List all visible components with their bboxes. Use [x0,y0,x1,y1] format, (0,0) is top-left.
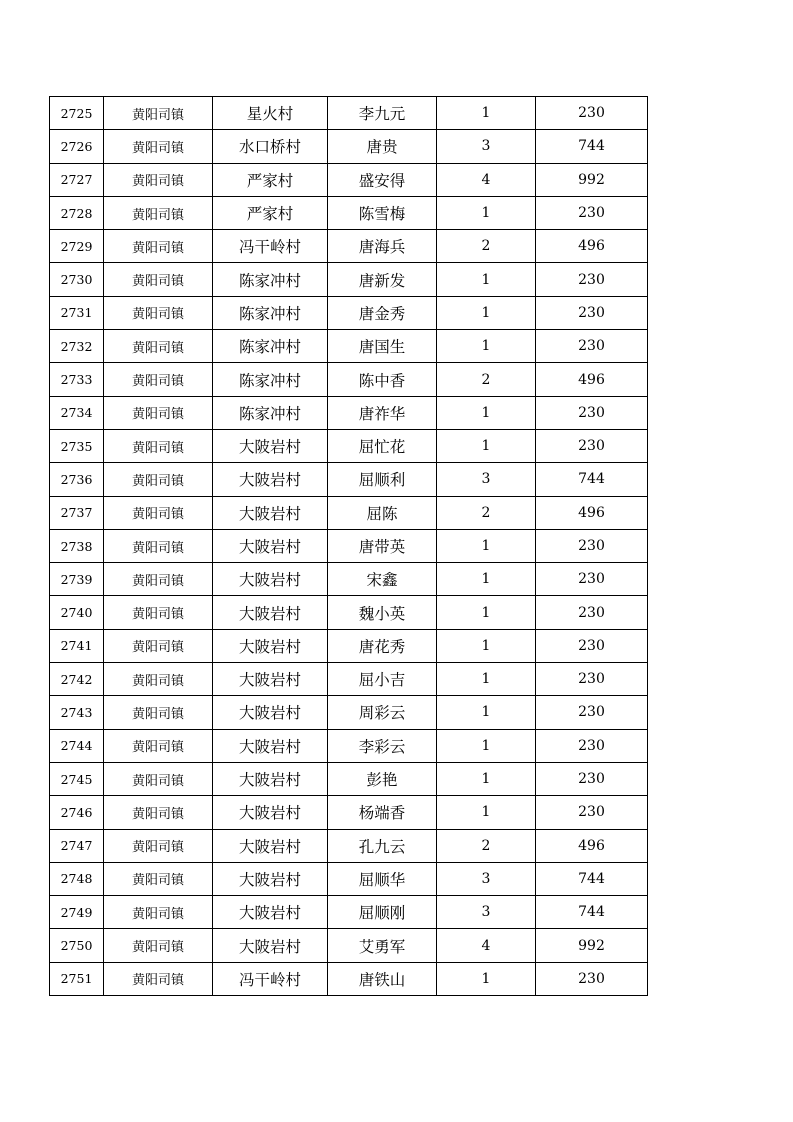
cell-village: 大陂岩村 [213,629,328,662]
cell-serial-number: 2742 [50,663,104,696]
cell-serial-number: 2728 [50,196,104,229]
cell-village: 星火村 [213,97,328,130]
cell-amount: 230 [536,796,648,829]
cell-village: 陈家冲村 [213,263,328,296]
table-row [50,163,648,196]
cell-person-name: 屈顺利 [328,463,437,496]
table-row [50,696,648,729]
cell-amount: 744 [536,862,648,895]
table-row [50,263,648,296]
cell-village: 大陂岩村 [213,862,328,895]
table-row [50,596,648,629]
cell-village: 严家村 [213,196,328,229]
cell-household-count: 3 [437,130,536,163]
cell-town: 黄阳司镇 [104,896,213,929]
cell-serial-number: 2729 [50,230,104,263]
cell-serial-number: 2746 [50,796,104,829]
cell-amount: 496 [536,363,648,396]
table-row [50,529,648,562]
cell-person-name: 唐花秀 [328,629,437,662]
table-row [50,463,648,496]
cell-household-count: 1 [437,596,536,629]
cell-town: 黄阳司镇 [104,396,213,429]
cell-household-count: 1 [437,263,536,296]
cell-amount: 744 [536,463,648,496]
cell-amount: 230 [536,696,648,729]
cell-amount: 230 [536,396,648,429]
cell-serial-number: 2748 [50,862,104,895]
cell-household-count: 3 [437,862,536,895]
cell-town: 黄阳司镇 [104,230,213,263]
cell-household-count: 1 [437,429,536,462]
cell-person-name: 魏小英 [328,596,437,629]
cell-town: 黄阳司镇 [104,163,213,196]
cell-village: 大陂岩村 [213,796,328,829]
cell-person-name: 屈陈 [328,496,437,529]
cell-household-count: 2 [437,829,536,862]
cell-serial-number: 2741 [50,629,104,662]
cell-village: 大陂岩村 [213,829,328,862]
cell-village: 大陂岩村 [213,563,328,596]
cell-village: 大陂岩村 [213,696,328,729]
cell-amount: 992 [536,163,648,196]
cell-village: 大陂岩村 [213,429,328,462]
cell-amount: 230 [536,529,648,562]
table-row [50,97,648,130]
cell-amount: 230 [536,563,648,596]
cell-village: 陈家冲村 [213,396,328,429]
cell-village: 陈家冲村 [213,330,328,363]
cell-household-count: 1 [437,296,536,329]
cell-person-name: 唐贵 [328,130,437,163]
cell-amount: 744 [536,896,648,929]
cell-amount: 230 [536,962,648,995]
cell-village: 大陂岩村 [213,463,328,496]
record-table [49,96,648,996]
cell-town: 黄阳司镇 [104,629,213,662]
cell-amount: 230 [536,296,648,329]
cell-amount: 230 [536,762,648,795]
cell-amount: 230 [536,263,648,296]
table-row [50,729,648,762]
cell-amount: 992 [536,929,648,962]
cell-serial-number: 2735 [50,429,104,462]
cell-town: 黄阳司镇 [104,696,213,729]
cell-person-name: 周彩云 [328,696,437,729]
table-row [50,629,648,662]
cell-person-name: 李九元 [328,97,437,130]
cell-town: 黄阳司镇 [104,363,213,396]
cell-person-name: 屈小吉 [328,663,437,696]
cell-serial-number: 2744 [50,729,104,762]
cell-serial-number: 2736 [50,463,104,496]
cell-person-name: 唐海兵 [328,230,437,263]
cell-person-name: 屈顺刚 [328,896,437,929]
table-row [50,230,648,263]
cell-serial-number: 2743 [50,696,104,729]
cell-household-count: 1 [437,696,536,729]
cell-amount: 496 [536,829,648,862]
cell-serial-number: 2726 [50,130,104,163]
cell-household-count: 4 [437,163,536,196]
cell-household-count: 3 [437,896,536,929]
cell-person-name: 宋鑫 [328,563,437,596]
cell-amount: 230 [536,196,648,229]
table-row [50,429,648,462]
cell-village: 大陂岩村 [213,529,328,562]
cell-village: 大陂岩村 [213,729,328,762]
table-row [50,796,648,829]
cell-town: 黄阳司镇 [104,330,213,363]
cell-village: 大陂岩村 [213,896,328,929]
cell-town: 黄阳司镇 [104,563,213,596]
cell-person-name: 陈雪梅 [328,196,437,229]
cell-person-name: 孔九云 [328,829,437,862]
cell-amount: 496 [536,496,648,529]
cell-town: 黄阳司镇 [104,962,213,995]
cell-person-name: 陈中香 [328,363,437,396]
cell-household-count: 2 [437,363,536,396]
cell-person-name: 彭艳 [328,762,437,795]
cell-amount: 230 [536,97,648,130]
cell-town: 黄阳司镇 [104,130,213,163]
cell-serial-number: 2747 [50,829,104,862]
table-row [50,363,648,396]
cell-town: 黄阳司镇 [104,296,213,329]
table-row [50,896,648,929]
cell-amount: 496 [536,230,648,263]
cell-serial-number: 2740 [50,596,104,629]
cell-household-count: 1 [437,196,536,229]
cell-town: 黄阳司镇 [104,929,213,962]
table-row [50,296,648,329]
cell-town: 黄阳司镇 [104,529,213,562]
cell-household-count: 1 [437,629,536,662]
table-row [50,396,648,429]
table-row [50,829,648,862]
cell-household-count: 1 [437,762,536,795]
table-row [50,663,648,696]
table-row [50,196,648,229]
cell-village: 陈家冲村 [213,296,328,329]
cell-serial-number: 2750 [50,929,104,962]
cell-village: 陈家冲村 [213,363,328,396]
cell-village: 冯干岭村 [213,230,328,263]
cell-village: 水口桥村 [213,130,328,163]
table-row [50,130,648,163]
cell-town: 黄阳司镇 [104,796,213,829]
cell-person-name: 唐新发 [328,263,437,296]
cell-serial-number: 2734 [50,396,104,429]
cell-household-count: 1 [437,330,536,363]
table-row [50,929,648,962]
cell-household-count: 1 [437,796,536,829]
cell-town: 黄阳司镇 [104,429,213,462]
table-row [50,563,648,596]
table-row [50,862,648,895]
cell-person-name: 杨端香 [328,796,437,829]
cell-household-count: 1 [437,396,536,429]
cell-amount: 230 [536,429,648,462]
cell-town: 黄阳司镇 [104,762,213,795]
cell-serial-number: 2751 [50,962,104,995]
cell-person-name: 屈忙花 [328,429,437,462]
cell-serial-number: 2737 [50,496,104,529]
cell-town: 黄阳司镇 [104,663,213,696]
cell-serial-number: 2733 [50,363,104,396]
cell-village: 大陂岩村 [213,663,328,696]
cell-serial-number: 2732 [50,330,104,363]
cell-household-count: 2 [437,496,536,529]
cell-household-count: 1 [437,529,536,562]
cell-person-name: 盛安得 [328,163,437,196]
cell-town: 黄阳司镇 [104,463,213,496]
cell-village: 冯干岭村 [213,962,328,995]
cell-household-count: 3 [437,463,536,496]
cell-person-name: 李彩云 [328,729,437,762]
cell-village: 严家村 [213,163,328,196]
cell-amount: 230 [536,729,648,762]
cell-person-name: 唐铁山 [328,962,437,995]
cell-amount: 230 [536,629,648,662]
cell-serial-number: 2749 [50,896,104,929]
cell-town: 黄阳司镇 [104,97,213,130]
cell-household-count: 4 [437,929,536,962]
cell-household-count: 1 [437,663,536,696]
cell-town: 黄阳司镇 [104,196,213,229]
cell-village: 大陂岩村 [213,496,328,529]
cell-amount: 230 [536,663,648,696]
cell-serial-number: 2738 [50,529,104,562]
cell-serial-number: 2727 [50,163,104,196]
cell-person-name: 唐祚华 [328,396,437,429]
cell-person-name: 唐金秀 [328,296,437,329]
cell-serial-number: 2739 [50,563,104,596]
table-row [50,762,648,795]
cell-household-count: 1 [437,563,536,596]
cell-person-name: 唐带英 [328,529,437,562]
table-row [50,330,648,363]
cell-serial-number: 2730 [50,263,104,296]
cell-person-name: 艾勇军 [328,929,437,962]
cell-serial-number: 2725 [50,97,104,130]
cell-amount: 230 [536,596,648,629]
table-row [50,496,648,529]
cell-serial-number: 2731 [50,296,104,329]
cell-town: 黄阳司镇 [104,596,213,629]
cell-household-count: 2 [437,230,536,263]
cell-town: 黄阳司镇 [104,862,213,895]
cell-person-name: 屈顺华 [328,862,437,895]
record-table-body [50,97,648,996]
cell-household-count: 1 [437,962,536,995]
cell-amount: 744 [536,130,648,163]
cell-serial-number: 2745 [50,762,104,795]
cell-town: 黄阳司镇 [104,263,213,296]
cell-town: 黄阳司镇 [104,729,213,762]
cell-village: 大陂岩村 [213,929,328,962]
cell-village: 大陂岩村 [213,762,328,795]
cell-household-count: 1 [437,729,536,762]
cell-town: 黄阳司镇 [104,496,213,529]
cell-town: 黄阳司镇 [104,829,213,862]
cell-household-count: 1 [437,97,536,130]
cell-village: 大陂岩村 [213,596,328,629]
table-row [50,962,648,995]
cell-amount: 230 [536,330,648,363]
cell-person-name: 唐国生 [328,330,437,363]
